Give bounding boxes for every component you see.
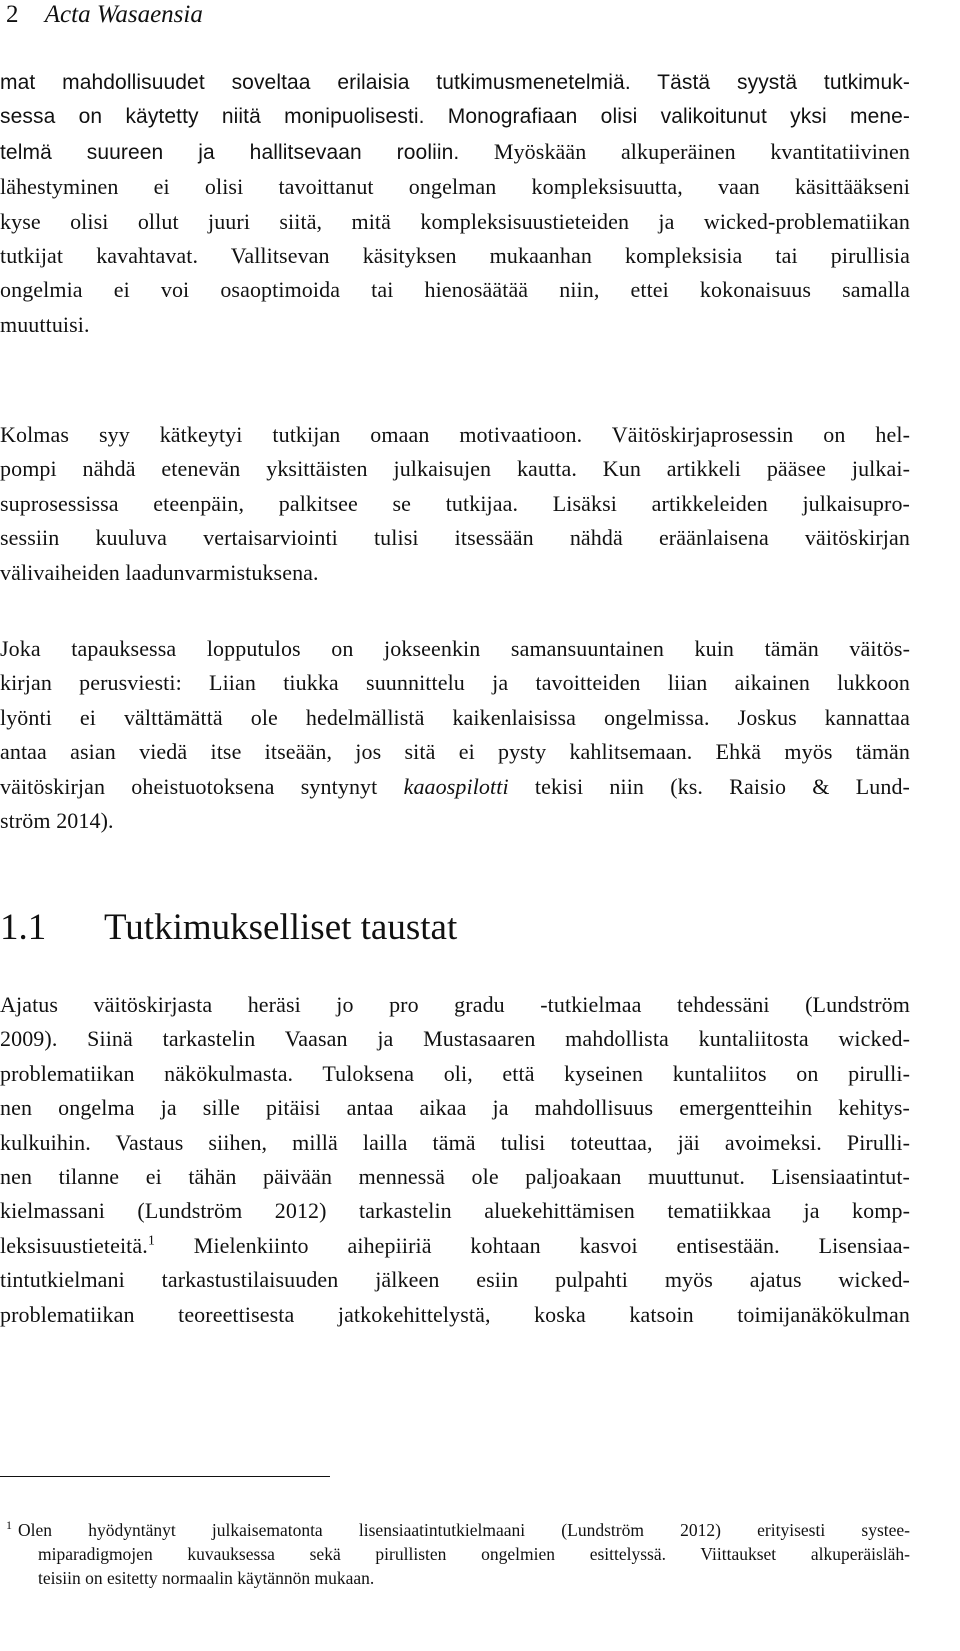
text-line: Joka tapauksessa lopputulos on jokseenkin samansuuntainen kuin tämän väitös- <box>0 636 910 661</box>
text-line: sessa on käytetty niitä monipuolisesti. Monografiaan olisi valikoitunut yksi mene- <box>0 105 910 129</box>
text-line <box>0 135 910 170</box>
paragraph-2 <box>0 418 910 590</box>
text-line: nen tilanne ei tähän päivään mennessä ole paljoakaan muuttunut. Lisensiaatintut- <box>0 1164 910 1190</box>
text-line: pompi nähdä etenevän yksittäisten julkaisujen kautta. Kun artikkeli pääsee julkai- <box>0 456 910 482</box>
text-line: Kolmas syy kätkeytyi tutkijan omaan motivaatioon. Väitöskirjaprosessin on hel- <box>0 422 910 447</box>
text-line: 2009). Siinä tarkastelin Vaasan ja Mustasaaren mahdollista kuntaliitosta wicked- <box>0 1026 910 1052</box>
text-span: tutkijat kavahtavat. <box>0 243 199 269</box>
text-line: kyse olisi ollut juuri siitä, mitä kompleksisuustieteiden ja wicked-problematiikan <box>0 208 910 234</box>
text-line <box>0 239 910 273</box>
text-line: ongelmia ei voi osaoptimoida tai hienosäätää niin, ettei kokonaisuus samalla <box>0 277 910 303</box>
text-line: sessiin kuuluva vertaisarviointi tulisi itsessään nähdä eräänlaisena väitöskirjan <box>0 525 910 551</box>
paragraph-1 <box>0 66 910 342</box>
text-line <box>0 770 910 804</box>
text-span: Olen hyödyntänyt julkaisematonta lisensiaatintutkielmaani (Lundström 2012) erityisesti systee- <box>18 1520 910 1540</box>
text-line: kulkuihin. Vastaus siihen, millä lailla tämä tulisi toteuttaa, jäi avoimeksi. Pirulli- <box>0 1129 910 1155</box>
text-span: Mielenkiinto aihepiiriä kohtaan kasvoi entisestään. Lisensiaa- <box>154 1232 910 1258</box>
text-span: tekisi niin (ks. Raisio & Lund- <box>508 773 910 799</box>
footnote-line <box>6 1518 910 1542</box>
text-line: lyönti ei välttämättä ole hedelmällistä kaikenlaisissa ongelmissa. Joskus kannattaa <box>0 704 910 730</box>
section-title: Tutkimukselliset taustat <box>104 907 458 948</box>
footnote-marker: 1 <box>6 1518 12 1533</box>
text-line: tintutkielmani tarkastustilaisuuden jälkeen esiin pulpahti myös ajatus wicked- <box>0 1267 910 1293</box>
section-number: 1.1 <box>0 907 47 948</box>
running-header <box>6 0 203 30</box>
text-line: antaa asian viedä itse itseään, jos sitä ei pysty kahlitsemaan. Ehkä myös tämän <box>0 739 910 765</box>
text-span: telmä suureen ja hallitsevaan rooliin. <box>0 140 460 164</box>
footnote-line: miparadigmojen kuvauksessa sekä pirullisten ongelmien esittelyssä. Viittaukset alkuperäisläh- <box>38 1544 910 1564</box>
footnote-separator <box>0 1476 330 1477</box>
italic-term: kaaospilotti <box>403 773 509 799</box>
text-line: mat mahdollisuudet soveltaa erilaisia tutkimusmenetelmiä. Tästä syystä tutkimuk- <box>0 71 910 94</box>
text-line: muuttuisi. <box>0 311 90 337</box>
text-line: lähestyminen ei olisi tavoittanut ongelman kompleksisuutta, vaan käsittääkseni <box>0 174 910 200</box>
text-span: Vallitsevan käsityksen mukaanhan kompleksisia tai pirullisia <box>198 243 911 269</box>
paragraph-4 <box>0 988 910 1332</box>
text-line: suprosessissa eteenpäin, palkitsee se tutkijaa. Lisäksi artikkeleiden julkaisupro- <box>0 490 910 516</box>
text-line: Ajatus väitöskirjasta heräsi jo pro gradu -tutkielmaa tehdessäni (Lundström <box>0 992 910 1017</box>
paragraph-3 <box>0 632 910 838</box>
text-line: ström 2014). <box>0 808 114 834</box>
text-line <box>0 1229 910 1263</box>
section-heading <box>0 905 457 951</box>
text-line: problematiikan näkökulmasta. Tuloksena oli, että kyseinen kuntaliitos on pirulli- <box>0 1060 910 1086</box>
page-number: 2 <box>6 1 19 28</box>
text-span: leksisuustieteitä. <box>0 1232 148 1258</box>
text-line: nen ongelma ja sille pitäisi antaa aikaa ja mahdollisuus emergentteihin kehitys- <box>0 1095 910 1121</box>
journal-title: Acta Wasaensia <box>44 1 203 28</box>
text-line: kirjan perusviesti: Liian tiukka suunnittelu ja tavoitteiden liian aikainen lukkoon <box>0 670 910 696</box>
footnote <box>6 1518 910 1590</box>
text-line: kielmassani (Lundström 2012) tarkastelin aluekehittämisen tematiikkaa ja komp- <box>0 1198 910 1224</box>
text-line: välivaiheiden laadunvarmistuksena. <box>0 559 319 585</box>
footnote-line: teisiin on esitetty normaalin käytännön mukaan. <box>38 1568 375 1588</box>
text-span: Myöskään alkuperäinen kvantitatiivinen <box>459 138 910 164</box>
text-span: väitöskirjan oheistuotoksena syntynyt <box>0 773 404 799</box>
text-line: problematiikan teoreettisesta jatkokehittelystä, koska katsoin toimijanäkökulman <box>0 1301 910 1327</box>
footnote-reference[interactable]: 1 <box>147 1233 155 1249</box>
